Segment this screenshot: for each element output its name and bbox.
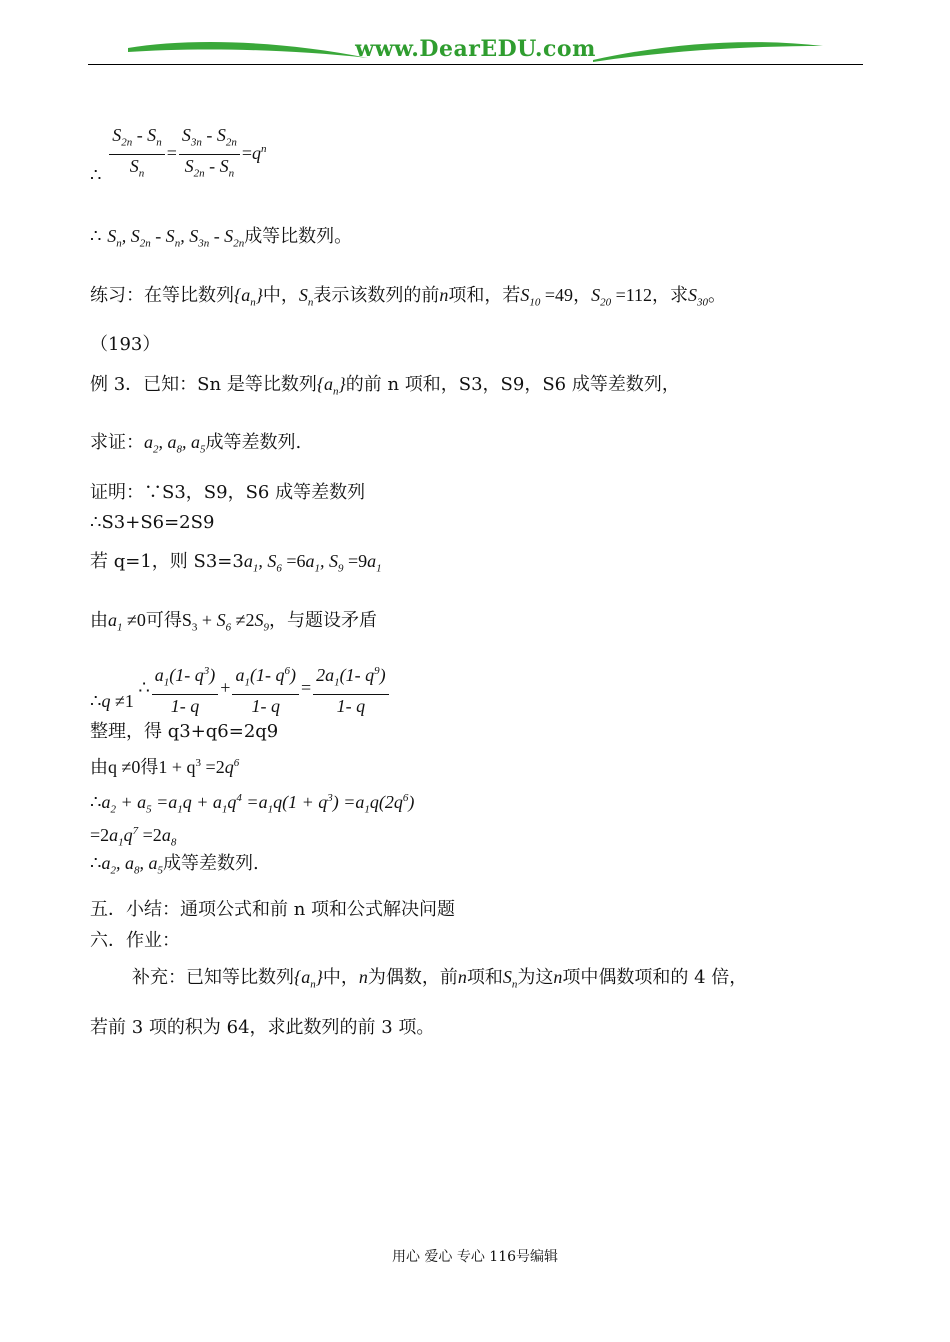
header-rule (88, 64, 863, 65)
example-3-statement: 例 3．已知：Sn 是等比数列$\{a_n\}$的前 n 项和，S3，S9，S6 成等差数列， (90, 374, 680, 398)
derive-2a8: $=2a_1q^7 =2a_8$ (90, 825, 177, 849)
exercise-line: 练习：在等比数列$\{a_n\}$中，$S_n$表示该数列的前n项和，若$S_{10} =49$，$S_{20} =112$，求$S_{30}$。 (90, 285, 727, 309)
summary-line: 五．小结：通项公式和前 n 项和公式解决问题 (90, 899, 456, 920)
reference-number: （193） (90, 334, 161, 355)
supplement-problem-cont: 若前 3 项的积为 64，求此数列的前 3 项。 (90, 1017, 435, 1038)
fraction-1: $\frac{S_{2n} - S_n}{S_n}$ (109, 124, 165, 184)
equation-sum-fractions: ∴q ≠1 ∴ $\frac{a_1(1- q^3)}{1- q}$ + $\frac{a_1(1- q^6)}{1- q}$ = $\frac{2a_1(1- q^9)}{1- q}$ (90, 660, 391, 717)
page-header (88, 34, 863, 68)
proof-case-q1: 若 q=1，则 $S3=3a_1$, $S_6 =6a_1$, $S_9 =9a_1$ (90, 551, 382, 575)
simplify-line: 整理，得 q3+q6=2q9 (90, 721, 279, 742)
page-footer: 用心 爱心 专心 116号编辑 (391, 1249, 559, 1265)
fraction-4: $\frac{a_1(1- q^6)}{1- q}$ (232, 660, 299, 717)
derive-a2-a5: $\therefore a_2 + a_5 =a_1q + a_1q^4 =a_1q(1 + q^3) =a_1q(2q^6)$ (90, 792, 415, 816)
conclusion-geometric: ∴ $S_n$, $S_{2n} - S_n$, $S_{3n} - S_{2n}$成等比数列。 (90, 226, 353, 250)
proof-line-2: ∴S3+S6=2S9 (90, 512, 215, 533)
proof-line-1: 证明：∵S3，S9，S6 成等差数列 (90, 482, 366, 503)
site-logo: www.DearEDU.com (355, 36, 596, 62)
proof-contradiction: 由$a_1 \ne 0$可得$S_3 + S_6 \ne 2S_9$，与题设矛盾 (90, 610, 377, 634)
therefore-symbol: ∴ (90, 165, 102, 187)
equation-ratio: ∴ $\frac{S_{2n} - S_n}{S_n}$ = $\frac{S_{3n} - S_{2n}}{S_{2n} - S_n}$ $=q^n$ (90, 125, 267, 187)
prove-statement: 求证：$a_2$, $a_8$, $a_5$成等差数列. (90, 432, 302, 456)
homework-line: 六．作业： (90, 930, 180, 951)
fraction-3: $\frac{a_1(1- q^3)}{1- q}$ (152, 660, 219, 717)
derive-q-line: 由q ≠0得$1 + q^3 =2q^6$ (90, 757, 240, 778)
supplement-problem: 补充：已知等比数列$\{a_n\}$中，n为偶数，前n项和$S_n$为这n项中偶数项和的 4 倍， (132, 967, 748, 991)
proof-conclusion: $\therefore a_2$, $a_8$, $a_5$成等差数列. (90, 853, 259, 877)
fraction-2: $\frac{S_{3n} - S_{2n}}{S_{2n} - S_n}$ (179, 124, 240, 184)
fraction-5: $\frac{2a_1(1- q^9)}{1- q}$ (313, 660, 389, 717)
